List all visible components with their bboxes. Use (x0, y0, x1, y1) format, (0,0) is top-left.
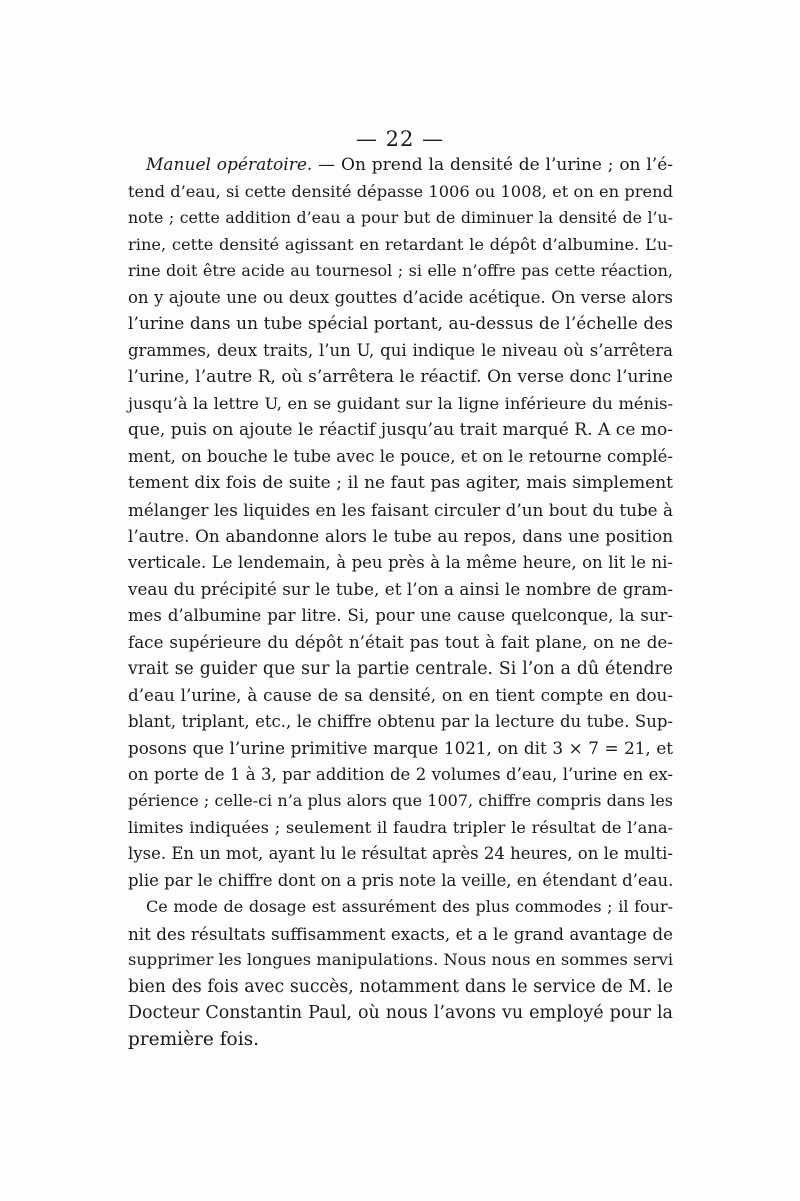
text-line: ment, on bouche le tube avec le pouce, et on le retourne complé- (128, 446, 673, 466)
text-line: on porte de 1 à 3, par addition de 2 volumes d’eau, l’urine en ex- (128, 764, 673, 784)
text-line: que, puis on ajoute le réactif jusqu’au trait marqué R. A ce mo- (128, 420, 673, 440)
text-line: périence ; celle-ci n’a plus alors que 1007, chiffre compris dans les (128, 791, 673, 810)
text-line: supprimer les longues manipulations. Nous nous en sommes servi (128, 950, 674, 969)
text-line: l’autre. On abandonne alors le tube au repos, dans une position (128, 526, 673, 546)
text-line-content: — On prend la densité de l’urine ; on l’é- (312, 155, 674, 175)
text-line: d’eau l’urine, à cause de sa densité, on en tient compte en dou- (128, 685, 673, 705)
body-text (128, 152, 673, 1053)
text-line: tend d’eau, si cette densité dépasse 1006 ou 1008, et on en prend (128, 181, 673, 201)
text-line: tement dix fois de suite ; il ne faut pas agiter, mais simplement (128, 473, 673, 493)
text-line: l’urine dans un tube spécial portant, au-dessus de l’échelle des (128, 314, 673, 334)
paragraph-1 (128, 152, 673, 894)
text-line: l’urine, l’autre R, où s’arrêtera le réactif. On verse donc l’urine (128, 367, 673, 387)
paragraph-2 (128, 894, 673, 1053)
text-line: vrait se guider que sur la partie centrale. Si l’on a dû étendre (128, 658, 673, 679)
text-line: lyse. En un mot, ayant lu le résultat après 24 heures, on le multi- (128, 844, 673, 863)
text-line: on y ajoute une ou deux gouttes d’acide acétique. On verse alors (128, 287, 673, 307)
text-line: face supérieure du dépôt n’était pas tout à fait plane, on ne de- (128, 632, 673, 652)
section-lead: Manuel opératoire. (146, 155, 313, 175)
text-line: mes d’albumine par litre. Si, pour une cause quelconque, la sur- (128, 605, 673, 625)
text-line: mélanger les liquides en les faisant circuler d’un bout du tube à (128, 499, 673, 520)
text-line: verticale. Le lendemain, à peu près à la même heure, on lit le ni- (128, 552, 673, 572)
text-line (128, 152, 673, 179)
text-line: veau du précipité sur le tube, et l’on a ainsi le nombre de gram- (128, 579, 673, 599)
text-line: note ; cette addition d’eau a pour but de diminuer la densité de l’u- (128, 208, 673, 227)
text-line: Ce mode de dosage est assurément des plus commodes ; il four- (146, 897, 673, 916)
text-line: grammes, deux traits, l’un U, qui indique le niveau où s’arrêtera (128, 340, 673, 360)
text-line: bien des fois avec succès, notamment dans le service de M. le (128, 976, 673, 997)
text-line: posons que l’urine primitive marque 1021, on dit 3 × 7 = 21, et (128, 738, 673, 758)
text-line: première fois. (128, 1028, 259, 1050)
text-line: plie par le chiffre dont on a pris note la veille, en étendant d’eau. (128, 870, 674, 890)
page-number: — 22 — (355, 127, 445, 151)
text-line: limites indiquées ; seulement il faudra tripler le résultat de l’ana- (128, 817, 673, 837)
text-line: blant, triplant, etc., le chiffre obtenu par la lecture du tube. Sup- (128, 711, 673, 731)
text-line: Docteur Constantin Paul, où nous l’avons vu employé pour la (128, 1003, 673, 1023)
text-line: nit des résultats suffisamment exacts, et a le grand avantage de (128, 923, 673, 944)
text-line: jusqu’à la lettre U, en se guidant sur la ligne inférieure du ménis- (128, 393, 673, 413)
text-line: rine, cette densité agissant en retardant le dépôt d’albumine. L’u- (128, 234, 673, 254)
text-line: rine doit être acide au tournesol ; si elle n’offre pas cette réaction, (128, 261, 673, 280)
